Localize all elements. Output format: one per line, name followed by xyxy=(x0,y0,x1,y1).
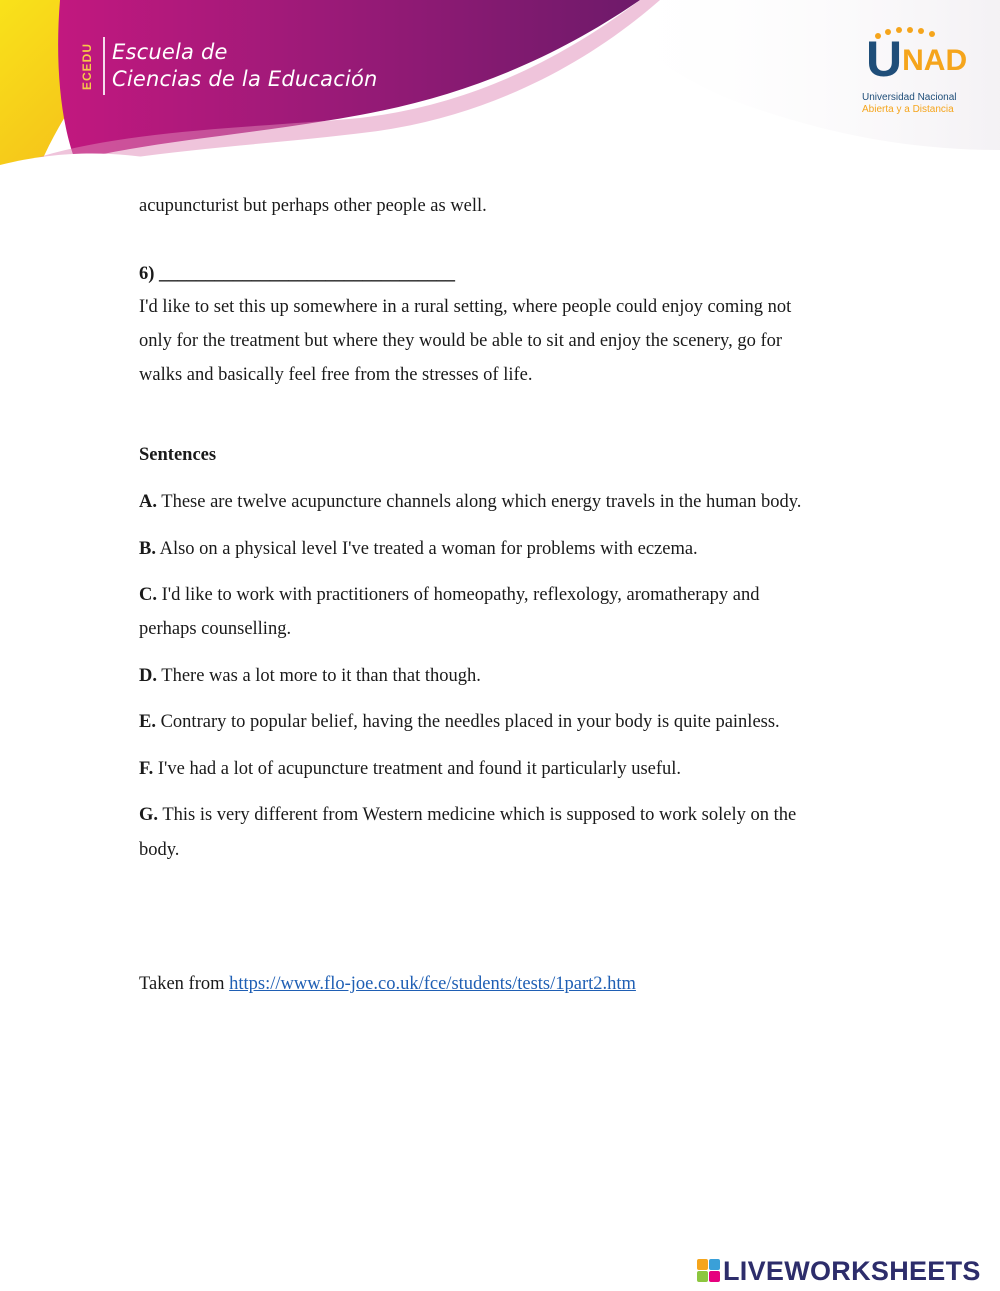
sentence-d xyxy=(139,659,481,693)
sentence-b xyxy=(139,532,698,566)
school-name-line2: Ciencias de la Educación xyxy=(112,67,378,91)
sentence-text: This is very different from Western medicine which is supposed to work solely on the xyxy=(162,805,797,825)
source-link[interactable]: https://www.flo-joe.co.uk/fce/students/tests/1part2.htm xyxy=(229,974,636,994)
sentence-text: These are twelve acupuncture channels along which energy travels in the human body. xyxy=(161,492,802,512)
sentence-letter: D. xyxy=(139,666,157,686)
logo-square xyxy=(697,1271,708,1282)
question-6-line: only for the treatment but where they would be able to sit and enjoy the scenery, go for xyxy=(139,331,783,351)
header-divider xyxy=(103,37,105,95)
ecedu-vertical-label: ECEDU xyxy=(80,42,94,90)
source-citation xyxy=(139,967,636,1001)
university-name-line2: Abierta y a Distancia xyxy=(862,104,954,115)
sentence-text: I'd like to work with practitioners of homeopathy, reflexology, aromatherapy and xyxy=(161,585,760,605)
intro-continuation: acupuncturist but perhaps other people as well. xyxy=(139,196,487,216)
sentence-text: There was a lot more to it than that though. xyxy=(161,666,481,686)
sentences-heading: Sentences xyxy=(139,445,217,465)
sentence-a xyxy=(139,485,801,519)
sentence-letter: A. xyxy=(139,492,157,512)
sentence-letter: B. xyxy=(139,539,156,559)
unad-logo-letters xyxy=(866,31,968,87)
sentence-letter: F. xyxy=(139,759,154,779)
sentence-letter: C. xyxy=(139,585,157,605)
question-6-line: walks and basically feel free from the stresses of life. xyxy=(139,365,533,385)
sentence-g-continuation: body. xyxy=(139,840,180,860)
sentence-text: I've had a lot of acupuncture treatment and found it particularly useful. xyxy=(157,759,682,779)
logo-square xyxy=(709,1259,720,1270)
sentence-letter: E. xyxy=(139,712,156,732)
liveworksheets-logo-squares-icon xyxy=(697,1259,721,1283)
school-name-line1: Escuela de xyxy=(112,40,228,64)
unad-logo-nad: NAD xyxy=(902,44,968,77)
logo-square xyxy=(697,1259,708,1270)
question-6-line: I'd like to set this up somewhere in a rural setting, where people could enjoy coming not xyxy=(139,297,792,317)
sentence-text: Also on a physical level I've treated a woman for problems with eczema. xyxy=(159,539,698,559)
question-6-label: 6) ________________________________ xyxy=(139,264,456,284)
sentence-f xyxy=(139,752,681,786)
sentence-g xyxy=(139,798,796,832)
sentence-e xyxy=(139,705,780,739)
sentence-c xyxy=(139,578,760,612)
liveworksheets-brand-text: LIVEWORKSHEETS xyxy=(723,1256,981,1286)
sentence-c-continuation: perhaps counselling. xyxy=(139,619,292,639)
logo-square xyxy=(709,1271,720,1282)
source-prefix: Taken from xyxy=(139,974,230,994)
liveworksheets-logo[interactable] xyxy=(697,1258,997,1284)
document-header xyxy=(0,0,1000,180)
sentence-text: Contrary to popular belief, having the needles placed in your body is quite painless. xyxy=(160,712,780,732)
unad-logo xyxy=(858,26,970,120)
sentence-letter: G. xyxy=(139,805,159,825)
university-name-line1: Universidad Nacional xyxy=(862,92,957,103)
unad-logo-u: U xyxy=(866,31,903,87)
